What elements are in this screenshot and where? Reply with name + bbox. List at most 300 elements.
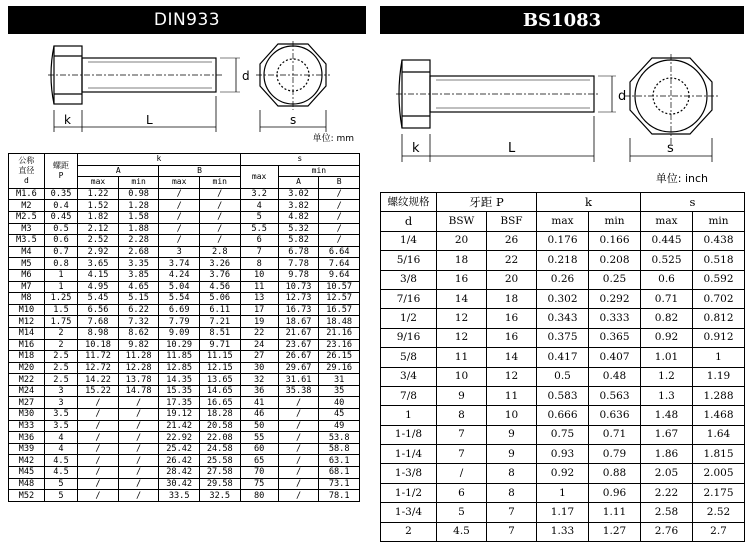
din-s-b-header: B (319, 177, 360, 189)
bs-table-cell: 0.88 (589, 464, 641, 483)
bs-table-cell: 9 (487, 445, 537, 464)
bs-table-cell: 3/4 (381, 367, 437, 386)
din-s-label: s (290, 113, 297, 127)
din-table-cell: 23.67 (278, 339, 319, 351)
din-table-cell: 2.8 (199, 246, 240, 258)
din-table-cell: 78.1 (319, 490, 360, 502)
bs-table-cell: 0.92 (537, 464, 589, 483)
din-pitch-header-line2: P (58, 170, 64, 180)
din-table-cell: / (118, 397, 159, 409)
din-table-cell: M5 (9, 258, 45, 270)
din-table-cell: 14.35 (159, 374, 200, 386)
din-table-row (9, 293, 360, 305)
din-table-cell: 7.78 (278, 258, 319, 270)
din-table-cell: / (278, 478, 319, 490)
din-table-cell: 60 (240, 443, 278, 455)
din-table-row (9, 455, 360, 467)
bs-table-cell: 0.438 (693, 231, 745, 250)
din-table-cell: 10.57 (319, 281, 360, 293)
bs-table-cell: 0.93 (537, 445, 589, 464)
bs-table-cell: 0.71 (641, 289, 693, 308)
bs1083-title: BS1083 (380, 6, 744, 34)
din-table-row (9, 223, 360, 235)
bs-table-cell: 11 (437, 348, 487, 367)
din-table-cell: 2.68 (118, 246, 159, 258)
bs-table-cell: 0.702 (693, 289, 745, 308)
din-table-cell: 73.1 (319, 478, 360, 490)
din-table-cell: 0.45 (44, 211, 77, 223)
bs-table-cell: 5/8 (381, 348, 437, 367)
din-table-cell: / (118, 490, 159, 502)
bs-table-cell: 0.96 (589, 483, 641, 502)
din-table-cell: / (199, 211, 240, 223)
din-table-cell: 6.22 (118, 304, 159, 316)
bs-table-cell: 0.25 (589, 270, 641, 289)
bs-table-cell: 16 (487, 309, 537, 328)
bs-table-cell: 12 (437, 309, 487, 328)
din-table-cell: 19 (240, 316, 278, 328)
bs-table-cell: 5/16 (381, 251, 437, 270)
bs-table-cell: 0.666 (537, 406, 589, 425)
bs-table-cell: 0.218 (537, 251, 589, 270)
din-table-cell: 9.82 (118, 339, 159, 351)
din-table-cell: / (118, 420, 159, 432)
din-table-cell: 40 (319, 397, 360, 409)
din-table-cell: M14 (9, 327, 45, 339)
bs-d-label: d (618, 89, 627, 104)
bs-table-cell: 9 (437, 386, 487, 405)
din-table-cell: 0.7 (44, 246, 77, 258)
din-table-cell: 3.5 (44, 420, 77, 432)
din-table-cell: 29.67 (278, 362, 319, 374)
din-table-cell: 32 (240, 374, 278, 386)
din-table-cell: 4.15 (78, 269, 119, 281)
din-table-cell: 46 (240, 409, 278, 421)
din-table-cell: 53.8 (319, 432, 360, 444)
bs-table-cell: 0.79 (589, 445, 641, 464)
din-table-cell: 16.65 (199, 397, 240, 409)
bs-table-cell: 1.01 (641, 348, 693, 367)
din-table-cell: 21.42 (159, 420, 200, 432)
din-table-cell: M4 (9, 246, 45, 258)
din-table-cell: M20 (9, 362, 45, 374)
din-table-cell: / (278, 455, 319, 467)
din-table-cell: 9.71 (199, 339, 240, 351)
din-table-cell: 26.67 (278, 351, 319, 363)
bs-table-cell: 1.468 (693, 406, 745, 425)
din-table-cell: 3 (159, 246, 200, 258)
bs-table-cell: 2.005 (693, 464, 745, 483)
din-table-cell: 3.2 (240, 188, 278, 200)
din-table-cell: / (159, 200, 200, 212)
din-table-cell: 4.5 (44, 455, 77, 467)
din-table-cell: / (78, 432, 119, 444)
din-table-cell: M6 (9, 269, 45, 281)
din-table-cell: 4.24 (159, 269, 200, 281)
bs-table-row (381, 464, 745, 483)
bs-table-cell: 4.5 (437, 522, 487, 541)
din-table-cell: 8.51 (199, 327, 240, 339)
din-table-cell: 5.54 (159, 293, 200, 305)
din933-panel (8, 6, 366, 501)
bs-table-cell: 2.05 (641, 464, 693, 483)
bs-table-cell: 1 (381, 406, 437, 425)
din-table-cell: 6.78 (278, 246, 319, 258)
din-table-row (9, 443, 360, 455)
din-table-cell: 16.73 (278, 304, 319, 316)
bs-table-cell: 0.166 (589, 231, 641, 250)
bs-table-cell: 10 (487, 406, 537, 425)
bs-table-cell: 0.518 (693, 251, 745, 270)
din-table-cell: M42 (9, 455, 45, 467)
bs-table-cell: 14 (437, 289, 487, 308)
din-table-cell: 2.92 (78, 246, 119, 258)
din-table-cell: 3 (44, 385, 77, 397)
din-table-cell: M30 (9, 409, 45, 421)
din-table-row (9, 211, 360, 223)
din-k-a-header: A (78, 165, 159, 177)
din-table-cell: 33.5 (159, 490, 200, 502)
bs-table-cell: 0.812 (693, 309, 745, 328)
din-table-cell: / (278, 490, 319, 502)
din-table-row (9, 258, 360, 270)
din-table-cell: M8 (9, 293, 45, 305)
din-table-cell: 49 (319, 420, 360, 432)
bs-table-cell: 0.343 (537, 309, 589, 328)
bs-table-cell: 0.71 (589, 425, 641, 444)
bs-table-cell: 8 (437, 406, 487, 425)
bs-table-cell: 1.67 (641, 425, 693, 444)
bs-table-cell: 7/16 (381, 289, 437, 308)
din-table-cell: 12.28 (118, 362, 159, 374)
din-table-cell: 5.06 (199, 293, 240, 305)
bs-table-cell: 18 (437, 251, 487, 270)
bs-k-min-header: min (589, 212, 641, 231)
din-table-cell: 18.67 (278, 316, 319, 328)
din-table-row (9, 490, 360, 502)
bs-table-cell: 5 (437, 503, 487, 522)
din-table-cell: 24.58 (199, 443, 240, 455)
bs1083-bolt-drawing (380, 34, 744, 174)
din-table-cell: 35 (319, 385, 360, 397)
din-table-cell: 5.82 (278, 235, 319, 247)
din-table-cell: 11.28 (118, 351, 159, 363)
din-table-cell: / (199, 188, 240, 200)
din-table-cell: 18.28 (199, 409, 240, 421)
bs-s-label: s (667, 141, 674, 156)
din-table-cell: M52 (9, 490, 45, 502)
bs-d-header: d (381, 212, 437, 231)
din-table-cell: / (319, 235, 360, 247)
bs-k-max-header: max (537, 212, 589, 231)
din-table-cell: 24 (240, 339, 278, 351)
din-table-cell: 11.15 (199, 351, 240, 363)
din-table-cell: M36 (9, 432, 45, 444)
bs-table-cell: / (437, 464, 487, 483)
din-table-cell: 3.02 (278, 188, 319, 200)
din-table-cell: 26.15 (319, 351, 360, 363)
bs-table-cell: 0.292 (589, 289, 641, 308)
din933-table (8, 153, 360, 502)
din-table-cell: M22 (9, 374, 45, 386)
din-table-cell: / (118, 409, 159, 421)
din-table-cell: M3 (9, 223, 45, 235)
din-table-cell: 5 (240, 211, 278, 223)
din-table-cell: 9.09 (159, 327, 200, 339)
bs-table-row (381, 445, 745, 464)
din-table-row (9, 351, 360, 363)
din-table-cell: 0.98 (118, 188, 159, 200)
din-table-cell: M48 (9, 478, 45, 490)
din-table-row (9, 467, 360, 479)
din-table-cell: M39 (9, 443, 45, 455)
din-table-cell: / (319, 200, 360, 212)
bs-table-cell: 0.592 (693, 270, 745, 289)
bs-table-cell: 0.407 (589, 348, 641, 367)
din-table-cell: 27.58 (199, 467, 240, 479)
bs-table-cell: 1-3/8 (381, 464, 437, 483)
din-table-cell: 26.42 (159, 455, 200, 467)
din-table-cell: 14.22 (78, 374, 119, 386)
din-table-cell: 8.62 (118, 327, 159, 339)
bs-table-cell: 0.445 (641, 231, 693, 250)
din-table-cell: 12.85 (159, 362, 200, 374)
bs-table-cell: 1-1/4 (381, 445, 437, 464)
din-table-row (9, 304, 360, 316)
din-s-a-header: A (278, 177, 319, 189)
din-nominal-header (9, 154, 45, 189)
din-table-cell: 5.15 (118, 293, 159, 305)
din-table-cell: 4 (240, 200, 278, 212)
din-table-cell: 4.65 (118, 281, 159, 293)
din-table-cell: M10 (9, 304, 45, 316)
din-table-cell: 80 (240, 490, 278, 502)
din-table-cell: / (159, 188, 200, 200)
din-table-cell: 6 (240, 235, 278, 247)
din-table-cell: 12.57 (319, 293, 360, 305)
din-table-cell: 6.56 (78, 304, 119, 316)
din-table-cell: 5.32 (278, 223, 319, 235)
din-table-cell: 31.61 (278, 374, 319, 386)
din-table-cell: 5.04 (159, 281, 200, 293)
din-table-row (9, 246, 360, 258)
din-table-row (9, 188, 360, 200)
bs-table-cell: 18 (487, 289, 537, 308)
bs-table-cell: 0.365 (589, 328, 641, 347)
din-table-cell: / (278, 397, 319, 409)
bs-table-cell: 8 (487, 464, 537, 483)
din-table-cell: / (199, 235, 240, 247)
din-table-cell: 2 (44, 339, 77, 351)
din-table-row (9, 362, 360, 374)
din-table-cell: M3.5 (9, 235, 45, 247)
din-table-cell: M12 (9, 316, 45, 328)
din-table-cell: M1.6 (9, 188, 45, 200)
din-d-label: d (242, 69, 250, 83)
din-table-cell: 0.35 (44, 188, 77, 200)
din-table-cell: 21.16 (319, 327, 360, 339)
din-table-cell: 6.69 (159, 304, 200, 316)
din-table-row (9, 478, 360, 490)
din-table-cell: 10.73 (278, 281, 319, 293)
din-table-cell: 63.1 (319, 455, 360, 467)
bs-l-label: L (508, 141, 516, 156)
bs-table-cell: 11 (487, 386, 537, 405)
din-table-cell: 22.08 (199, 432, 240, 444)
bs-table-cell: 0.375 (537, 328, 589, 347)
bs-table-cell: 0.208 (589, 251, 641, 270)
bs-table-row (381, 231, 745, 250)
din-table-cell: 13.78 (118, 374, 159, 386)
din-table-cell: / (159, 235, 200, 247)
bs-table-cell: 9/16 (381, 328, 437, 347)
din-table-cell: 25.58 (199, 455, 240, 467)
din-table-cell: 5.5 (240, 223, 278, 235)
din-table-cell: 12.72 (78, 362, 119, 374)
din-table-cell: 17.35 (159, 397, 200, 409)
bs-table-cell: 7/8 (381, 386, 437, 405)
din-table-cell: 7 (240, 246, 278, 258)
din-table-cell: M2 (9, 200, 45, 212)
bs-table-cell: 0.92 (641, 328, 693, 347)
bs-table-cell: 20 (487, 270, 537, 289)
din-table-row (9, 420, 360, 432)
din-pitch-header-line1: 螺距 (53, 160, 70, 170)
din-table-cell: / (278, 432, 319, 444)
din-table-cell: 41 (240, 397, 278, 409)
din-table-cell: / (78, 467, 119, 479)
din-table-cell: / (118, 467, 159, 479)
din-table-row (9, 327, 360, 339)
din-table-cell: 65 (240, 455, 278, 467)
bs-table-cell: 0.525 (641, 251, 693, 270)
bs-table-cell: 2.76 (641, 522, 693, 541)
bs-table-row (381, 270, 745, 289)
din-table-cell: / (78, 455, 119, 467)
din-table-cell: / (78, 490, 119, 502)
bs-table-cell: 0.636 (589, 406, 641, 425)
din933-bolt-drawing (8, 34, 366, 146)
bs-nominal-header: 螺纹规格 (381, 193, 437, 212)
din-table-cell: 4 (44, 432, 77, 444)
din-table-cell: 4 (44, 443, 77, 455)
din-table-cell: 11 (240, 281, 278, 293)
din-table-cell: 7.32 (118, 316, 159, 328)
bs-table-cell: 1.19 (693, 367, 745, 386)
din-table-cell: 9.78 (278, 269, 319, 281)
din-table-cell: 4.95 (78, 281, 119, 293)
din-table-cell: 70 (240, 467, 278, 479)
din-table-cell: 0.5 (44, 223, 77, 235)
bs-table-cell: 16 (437, 270, 487, 289)
bs-table-cell: 26 (487, 231, 537, 250)
bs-table-cell: 2.52 (693, 503, 745, 522)
din-table-cell: / (159, 211, 200, 223)
bs-table-cell: 1.17 (537, 503, 589, 522)
bs-table-cell: 1-3/4 (381, 503, 437, 522)
din-table-cell: M24 (9, 385, 45, 397)
din-table-cell: 1.58 (118, 211, 159, 223)
bs-table-cell: 1-1/8 (381, 425, 437, 444)
din-table-cell: 11.72 (78, 351, 119, 363)
din-nominal-header-line2: 直径 (18, 165, 35, 175)
bs-bsw-header: BSW (437, 212, 487, 231)
din-table-cell: 36 (240, 385, 278, 397)
din-table-cell: / (278, 409, 319, 421)
din-table-row (9, 409, 360, 421)
din-table-cell: M18 (9, 351, 45, 363)
din-table-row (9, 397, 360, 409)
din-table-cell: 1.28 (118, 200, 159, 212)
din-table-cell: 2.28 (118, 235, 159, 247)
bs-table-cell: 1.64 (693, 425, 745, 444)
bs-table-row (381, 503, 745, 522)
bs-table-cell: 1/2 (381, 309, 437, 328)
din-table-cell: 3 (44, 397, 77, 409)
din-table-cell: 1 (44, 281, 77, 293)
din-l-label: L (146, 113, 153, 127)
din-table-cell: 45 (319, 409, 360, 421)
din-table-row (9, 281, 360, 293)
din-kb-max-header: max (159, 177, 200, 189)
bs-table-cell: 3/8 (381, 270, 437, 289)
din-table-cell: 12.15 (199, 362, 240, 374)
bs-table-cell: 0.75 (537, 425, 589, 444)
bs-table-cell: 1.2 (641, 367, 693, 386)
bs-table-cell: 1-1/2 (381, 483, 437, 502)
din-table-row (9, 432, 360, 444)
din-table-cell: 22 (240, 327, 278, 339)
bs-table-row (381, 483, 745, 502)
din-table-cell: 5.45 (78, 293, 119, 305)
din-table-cell: 3.5 (44, 409, 77, 421)
din-table-cell: M45 (9, 467, 45, 479)
din-table-cell: 2.5 (44, 351, 77, 363)
din-table-cell: M7 (9, 281, 45, 293)
din-table-cell: / (118, 432, 159, 444)
din-s-max-header: max (240, 165, 278, 188)
din-table-cell: 10.29 (159, 339, 200, 351)
bs-table-cell: 7 (437, 425, 487, 444)
din-table-cell: 4.82 (278, 211, 319, 223)
din-table-cell: 31 (319, 374, 360, 386)
din-s-header: s (240, 154, 359, 166)
din-table-cell: 55 (240, 432, 278, 444)
din-table-cell: 4.5 (44, 467, 77, 479)
din-table-row (9, 200, 360, 212)
din-table-cell: 5 (44, 478, 77, 490)
bs-table-row (381, 309, 745, 328)
bs-table-cell: 7 (437, 445, 487, 464)
bs-table-cell: 1 (537, 483, 589, 502)
din-table-cell: 68.1 (319, 467, 360, 479)
din-table-row (9, 374, 360, 386)
bs-unit-label: 单位: inch (655, 172, 708, 185)
din-table-cell: 9.64 (319, 269, 360, 281)
bs-table-cell: 7 (487, 503, 537, 522)
din-table-row (9, 269, 360, 281)
bs-table-cell: 0.333 (589, 309, 641, 328)
bs-table-cell: 0.563 (589, 386, 641, 405)
bs-table-cell: 1.288 (693, 386, 745, 405)
din-table-cell: 1.22 (78, 188, 119, 200)
din-table-cell: / (118, 478, 159, 490)
bs-table-cell: 2 (381, 522, 437, 541)
bs-table-cell: 1/4 (381, 231, 437, 250)
din-s-min-header: min (278, 165, 359, 177)
din-table-cell: 15.35 (159, 385, 200, 397)
bs-table-cell: 1.27 (589, 522, 641, 541)
